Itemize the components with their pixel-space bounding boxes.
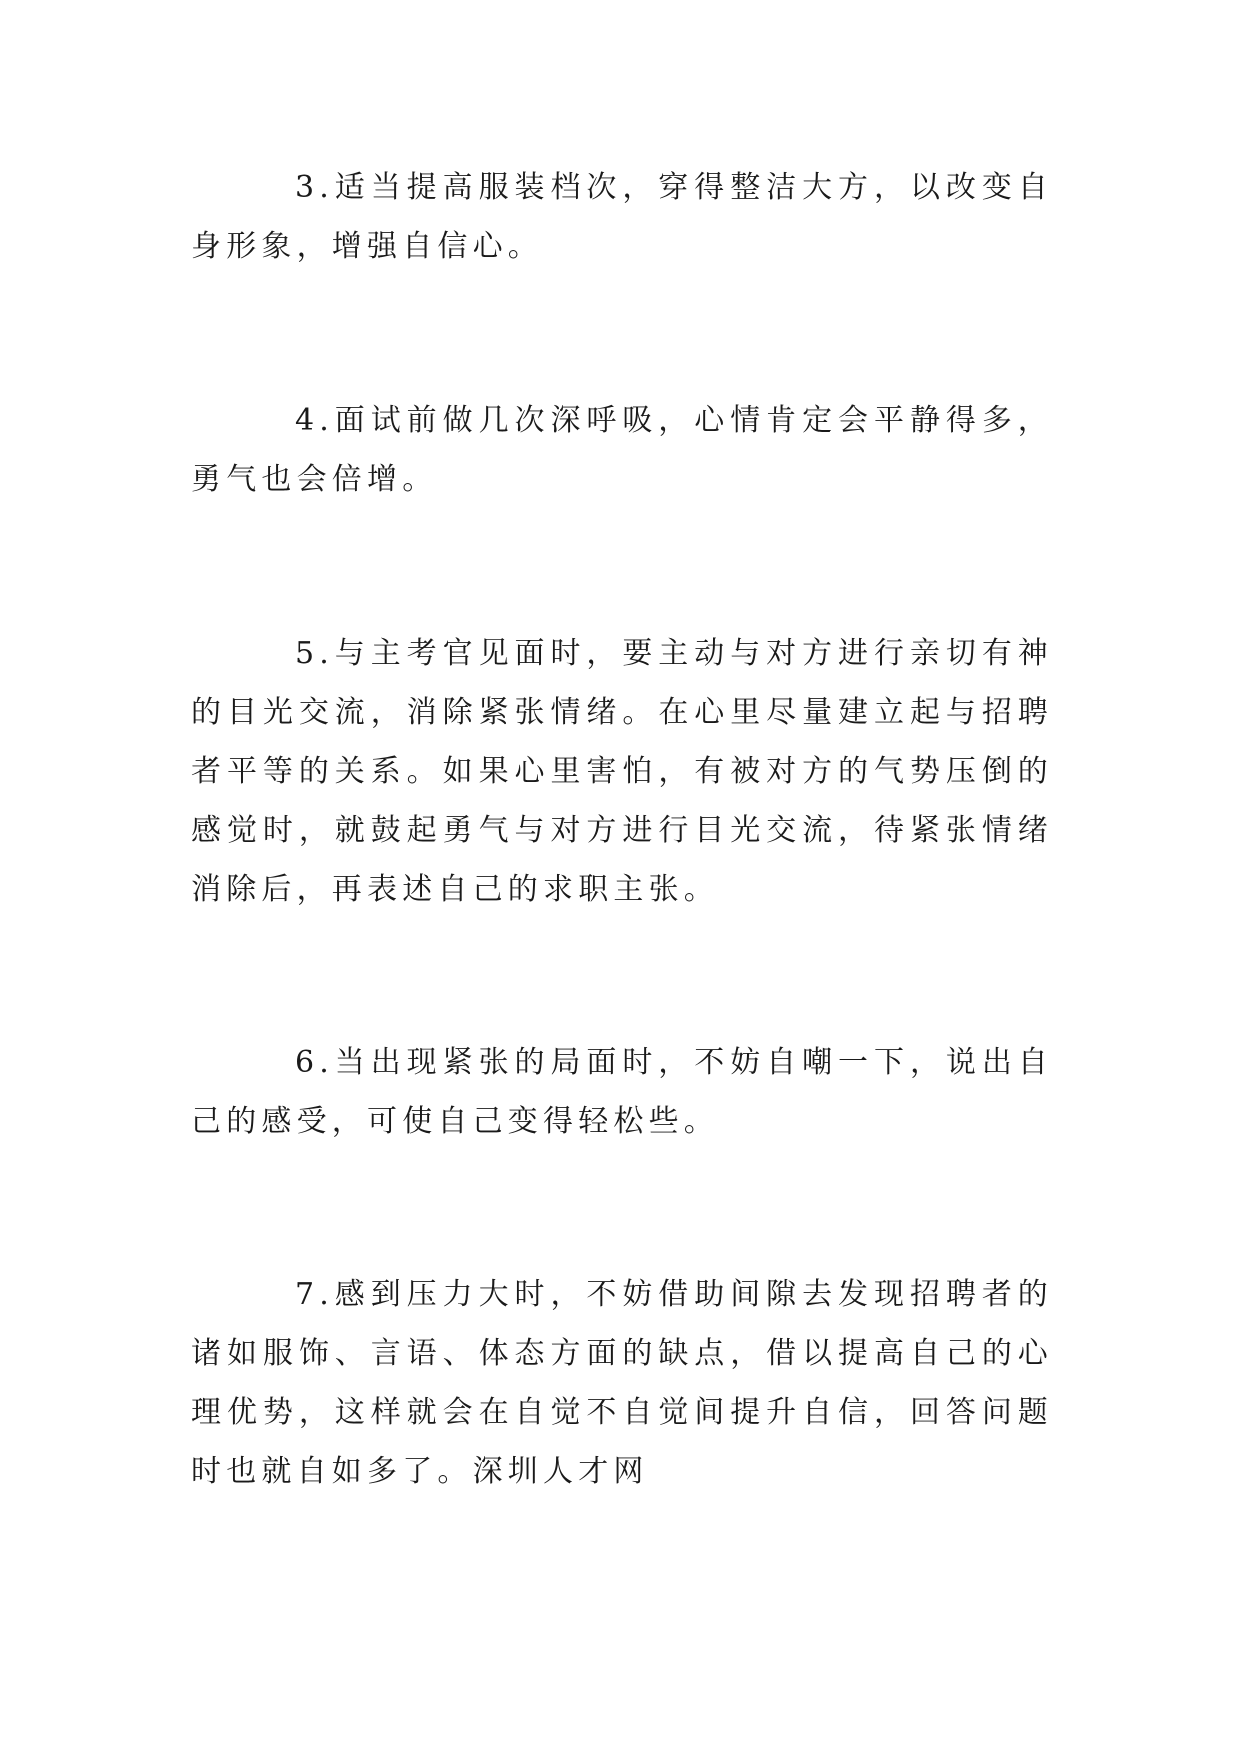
paragraph-tip-3: 3.适当提高服装档次，穿得整洁大方，以改变自身形象，增强自信心。 <box>191 170 1053 264</box>
paragraph-tip-4: 4.面试前做几次深呼吸，心情肯定会平静得多，勇气也会倍增。 <box>191 403 1053 497</box>
paragraph-tip-7: 7.感到压力大时，不妨借助间隙去发现招聘者的诸如服饰、言语、体态方面的缺点，借以提高自己的心理优势，这样就会在自觉不自觉间提升自信，回答问题时也就自如多了。深圳人才网 <box>191 1277 1053 1489</box>
paragraph-tip-6: 6.当出现紧张的局面时，不妨自嘲一下，说出自己的感受，可使自己变得轻松些。 <box>191 1045 1053 1139</box>
paragraph-tip-5: 5.与主考官见面时，要主动与对方进行亲切有神的目光交流，消除紧张情绪。在心里尽量建立起与招聘者平等的关系。如果心里害怕，有被对方的气势压倒的感觉时，就鼓起勇气与对方进行目光交流，待紧张情绪消除后，再表述自己的求职主张。 <box>191 636 1053 907</box>
